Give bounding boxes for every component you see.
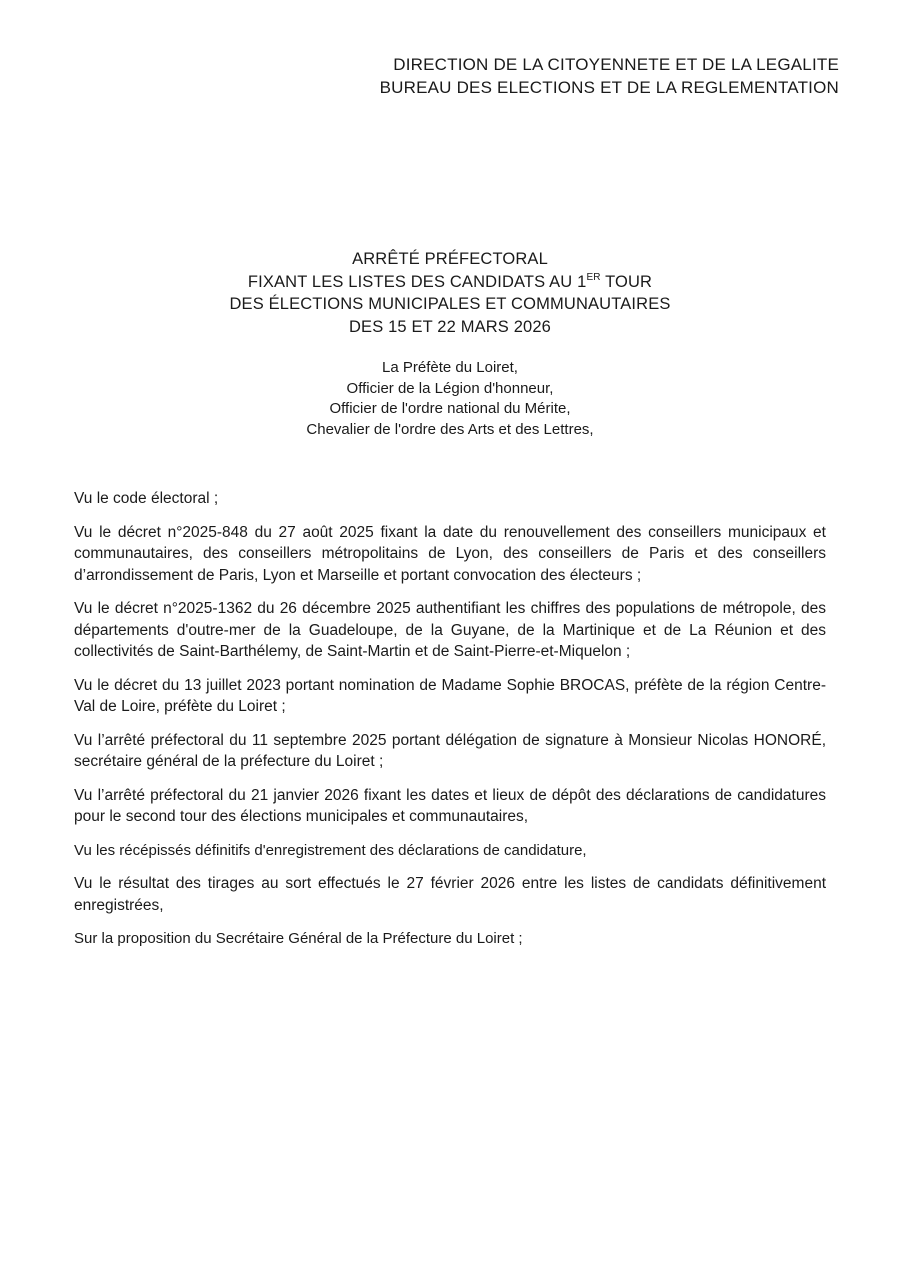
authority-line-1: La Préfète du Loiret, [382,359,518,376]
consideration-paragraph: Sur la proposition du Secrétaire Général de la Préfecture du Loiret ; [74,930,523,947]
considerations-list [74,488,826,962]
consideration-paragraph: Vu l’arrêté préfectoral du 11 septembre 2025 portant délégation de signature à Monsieur Nicolas HONORÉ, secrétaire général de la préfecture du Loiret ; [74,731,826,770]
issuing-department-header [380,53,839,99]
title-line-2 [0,271,900,294]
header-bureau: BUREAU DES ELECTIONS ET DE LA REGLEMENTATION [379,78,839,97]
authority-line-4: Chevalier de l'ordre des Arts et des Lettres, [306,420,594,438]
title-line-4: DES 15 ET 22 MARS 2026 [348,317,552,336]
authority-line-3: Officier de l'ordre national du Mérite, [329,400,571,417]
title-line-2-text: FIXANT LES LISTES DES CANDIDATS AU 1 [247,272,587,291]
title-line-1: ARRÊTÉ PRÉFECTORAL [352,250,548,268]
consideration-paragraph: Vu le code électoral ; [74,490,219,507]
title-line-2-tail: TOUR [600,272,653,291]
header-direction: DIRECTION DE LA CITOYENNETE ET DE LA LEGALITE [393,55,839,74]
decree-title [0,248,900,338]
consideration-paragraph: Vu le résultat des tirages au sort effectués le 27 février 2026 entre les listes de candidats définitivement enregistrées, [74,875,826,914]
consideration-paragraph: Vu les récépissés définitifs d'enregistrement des déclarations de candidature, [74,841,587,859]
title-line-3: DES ÉLECTIONS MUNICIPALES ET COMMUNAUTAIRES [229,295,671,313]
prefect-authority-block [0,358,900,440]
authority-line-2: Officier de la Légion d'honneur, [346,379,554,397]
consideration-paragraph: Vu l’arrêté préfectoral du 21 janvier 2026 fixant les dates et lieux de dépôt des déclarations de candidatures pour le second tour des élections municipales et communautaires, [74,786,826,825]
consideration-paragraph: Vu le décret n°2025-848 du 27 août 2025 fixant la date du renouvellement des conseillers municipaux et communautaires, des conseillers métropolitains de Lyon, des conseillers de Paris et des conseillers d’arrondissement de Paris, Lyon et Marseille et portant convocation des électeurs ; [74,523,826,584]
title-line-2-superscript: ER [586,271,601,283]
consideration-paragraph: Vu le décret du 13 juillet 2023 portant nomination de Madame Sophie BROCAS, préfète de la région Centre-Val de Loire, préfète du Loiret ; [74,676,826,715]
consideration-paragraph: Vu le décret n°2025-1362 du 26 décembre 2025 authentifiant les chiffres des populations de métropole, des départements d'outre-mer de la Guadeloupe, de la Guyane, de la Martinique et de La Réunion et des collectivités de Saint-Barthélemy, de Saint-Martin et de Saint-Pierre-et-Miquelon ; [74,600,826,660]
